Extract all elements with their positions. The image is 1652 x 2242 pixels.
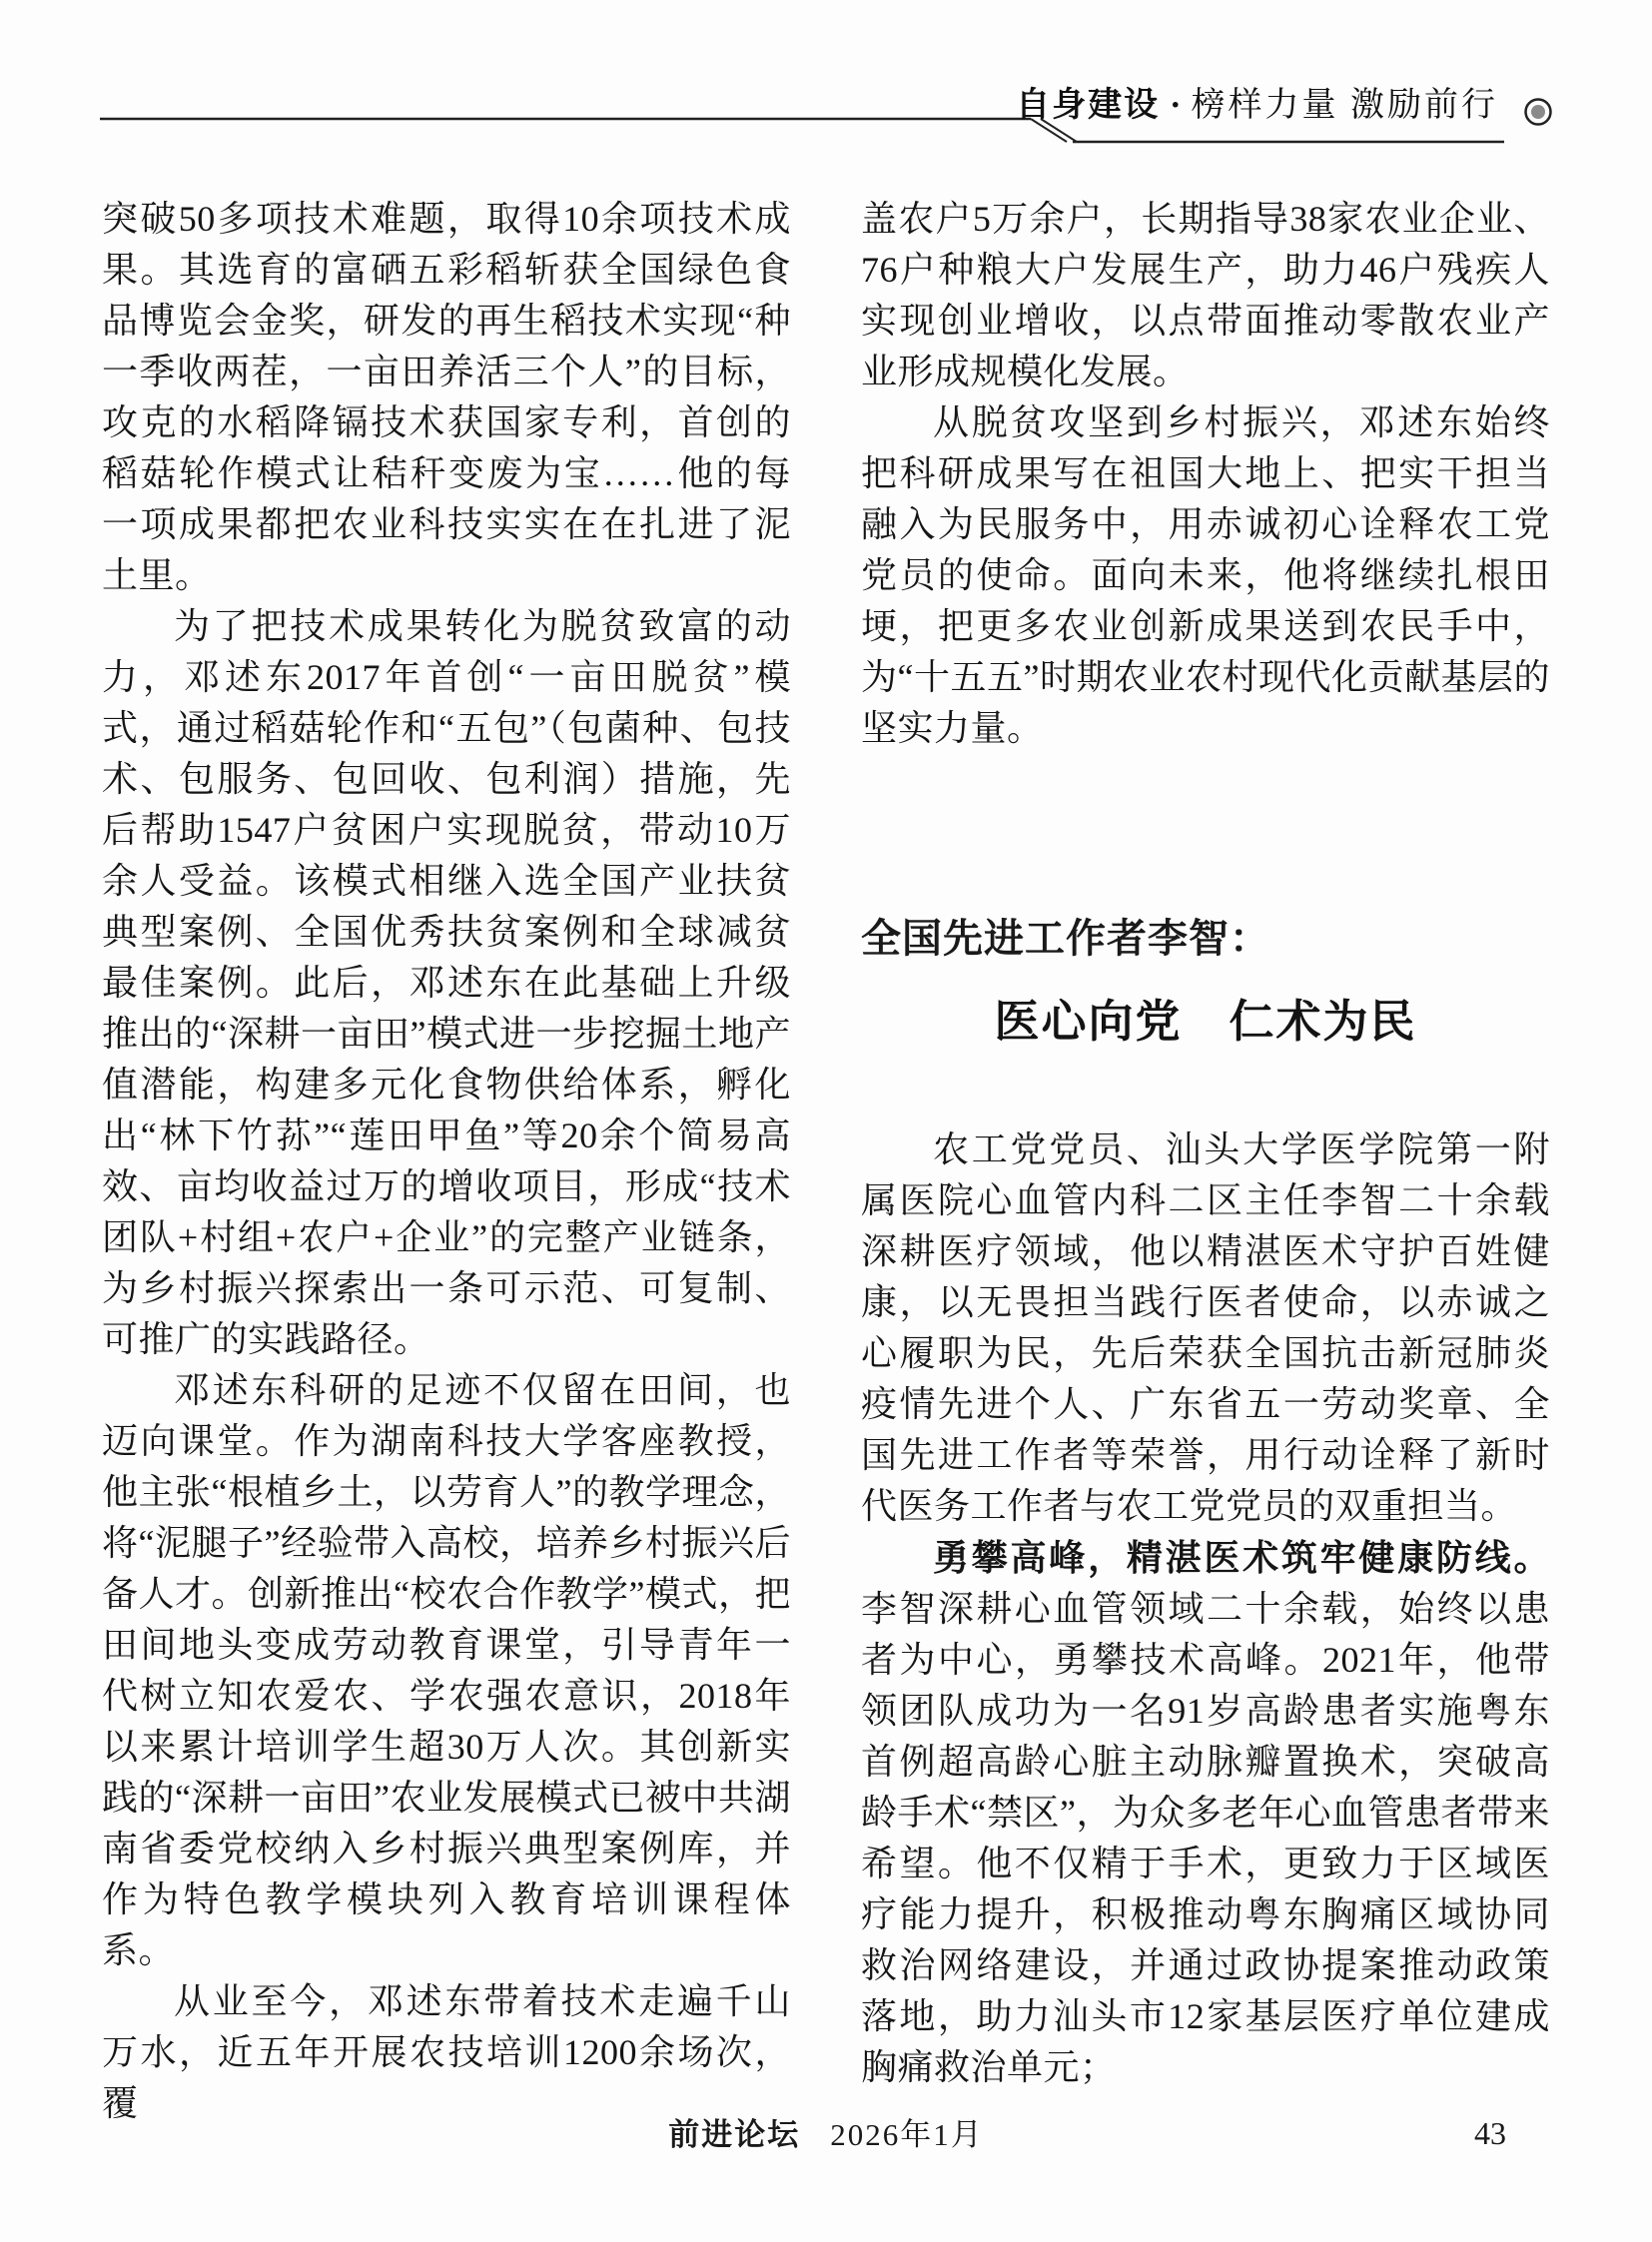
section-label-light: 榜样力量 激励前行: [1191, 87, 1498, 124]
paragraph: [861, 1532, 1550, 2093]
paragraph: 从业至今，邓述东带着技术走遍千山万水，近五年开展农技培训1200余场次，覆: [102, 1981, 791, 2123]
section-label-separator: ·: [1170, 87, 1182, 124]
paragraph-text: 李智深耕心血管领域二十余载，始终以患者为中心，勇攀技术高峰。2021年，他带领团队成功为一名91岁高龄患者实施粤东首例超高龄心脏主动脉瓣置换术，突破高龄手术“禁区”，为众多老年心血管患者带来希望。他不仅精于手术，更致力于区域医疗能力提升，积极推动粤东胸痛区域协同救治网络建设，并通过政协提案推动政策落地，助力汕头市12家基层医疗单位建成胸痛救治单元；: [861, 1589, 1550, 2087]
right-column-bottom: [861, 1124, 1550, 2093]
footer: [0, 2117, 1652, 2153]
paragraph: 邓述东科研的足迹不仅留在田间，也迈向课堂。作为湖南科技大学客座教授，他主张“根植乡土，以劳育人”的教学理念，将“泥腿子”经验带入高校，培养乡村振兴后备人才。创新推出“校农合作教学”模式，把田间地头变成劳动教育课堂，引导青年一代树立知农爱农、学农强农意识，2018年以来累计培训学生超30万人次。其创新实践的“深耕一亩田”农业发展模式已被中共湖南省委党校纳入乡村振兴典型案例库，并作为特色教学模块列入教育培训课程体系。: [102, 1370, 791, 1970]
section-label: [1016, 86, 1498, 125]
paragraph: 为了把技术成果转化为脱贫致富的动力，邓述东2017年首创“一亩田脱贫”模式，通过稻菇轮作和“五包”（包菌种、包技术、包服务、包回收、包利润）措施，先后帮助1547户贫困户实现脱贫，带动10万余人受益。该模式相继入选全国产业扶贫典型案例、全国优秀扶贫案例和全球减贫最佳案例。此后，邓述东在此基础上升级推出的“深耕一亩田”模式进一步挖掘土地产值潜能，构建多元化食物供给体系，孵化出“林下竹荪”“莲田甲鱼”等20余个简易高效、亩均收益过万的增收项目，形成“技术团队+村组+农户+企业”的完整产业链条，为乡村振兴探索出一条可示范、可复制、可推广的实践路径。: [102, 606, 791, 1359]
right-column-top: [861, 194, 1550, 754]
paragraph: 从脱贫攻坚到乡村振兴，邓述东始终把科研成果写在祖国大地上、把实干担当融入为民服务中，用赤诚初心诠释农工党党员的使命。面向未来，他将继续扎根田埂，把更多农业创新成果送到农民手中，为“十五五”时期农业农村现代化贡献基层的坚实力量。: [861, 402, 1550, 748]
paragraph: 突破50多项技术难题，取得10余项技术成果。其选育的富硒五彩稻斩获全国绿色食品博览会金奖，研发的再生稻技术实现“种一季收两茬，一亩田养活三个人”的目标，攻克的水稻降镉技术获国家专利，首创的稻菇轮作模式让秸秆变废为宝……他的每一项成果都把农业科技实实在在扎进了泥土里。: [102, 199, 791, 595]
issue-date: 2026年1月: [830, 2117, 984, 2152]
page-number: 43: [1474, 2115, 1506, 2151]
left-column: [102, 194, 791, 2129]
paragraph: 农工党党员、汕头大学医学院第一附属医院心血管内科二区主任李智二十余载深耕医疗领域，他以精湛医术守护百姓健康，以无畏担当践行医者使命，以赤诚之心履职为民，先后荣获全国抗击新冠肺炎疫情先进个人、广东省五一劳动奖章、全国先进工作者等荣誉，用行动诠释了新时代医务工作者与农工党党员的双重担当。: [861, 1129, 1550, 1526]
journal-name: 前进论坛: [668, 2117, 801, 2152]
section-label-bold: 自身建设: [1016, 86, 1161, 124]
article-title: 医心向党 仁术为民: [994, 996, 1417, 1047]
paragraph: 盖农户5万余户，长期指导38家农业企业、76户种粮大户发展生产，助力46户残疾人实现创业增收，以点带面推动零散农业产业形成规模化发展。: [861, 199, 1550, 391]
paragraph-lead-bold: 勇攀高峰，精湛医术筑牢健康防线。: [933, 1537, 1550, 1578]
article-kicker: 全国先进工作者李智：: [861, 917, 1270, 961]
section-bullet-icon: [1526, 100, 1551, 125]
